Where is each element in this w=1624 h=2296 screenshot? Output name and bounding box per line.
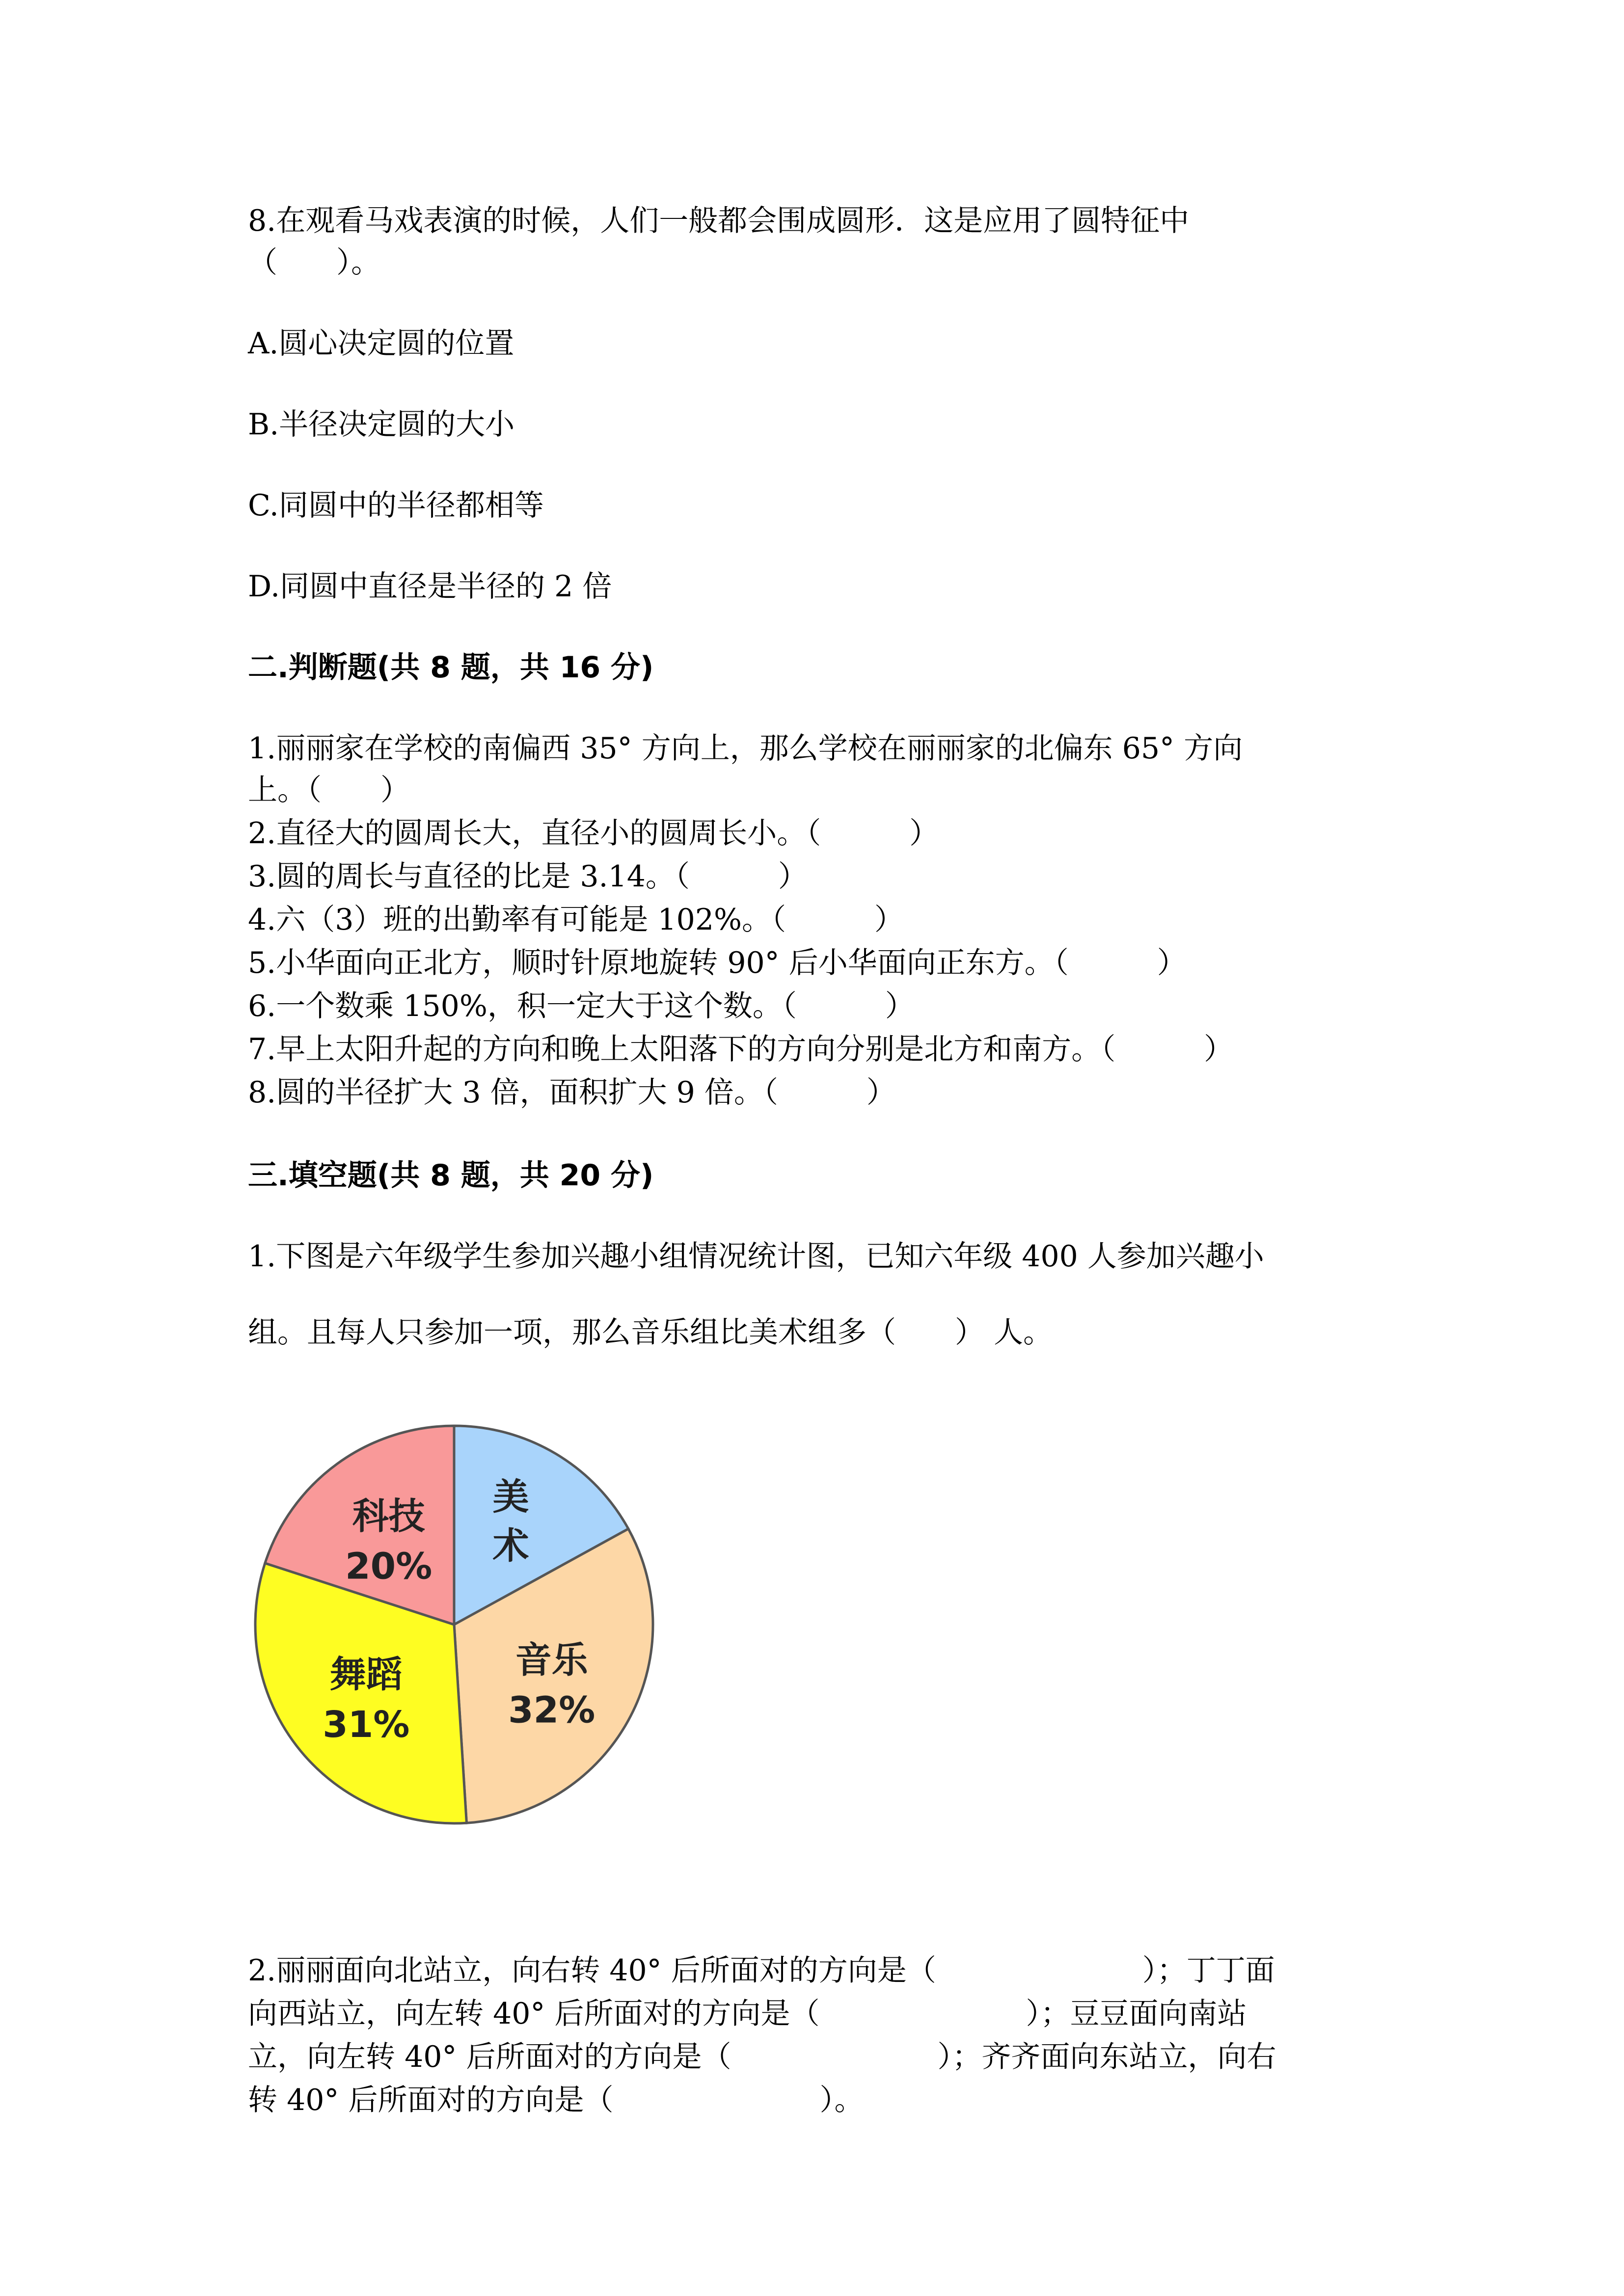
pie-slice-label: 美 xyxy=(492,1475,529,1518)
judge-item: 3.圆的周长与直径的比是 3.14。（ ） xyxy=(248,859,808,894)
pie-slice-label: 术 xyxy=(492,1524,529,1567)
section3-title: 三.填空题(共 8 题，共 20 分) xyxy=(248,1158,654,1193)
q8-option-b: B.半径决定圆的大小 xyxy=(248,407,515,442)
q8-option-c: C.同圆中的半径都相等 xyxy=(248,488,544,523)
judge-item: 7.早上太阳升起的方向和晚上太阳落下的方向分别是北方和南方。（ ） xyxy=(248,1032,1234,1067)
section2-title: 二.判断题(共 8 题，共 16 分) xyxy=(248,650,654,685)
q8-stem-line2: （ ）。 xyxy=(248,245,380,280)
pie-slice-label: 音乐 xyxy=(515,1639,588,1682)
q8-stem-line1: 8.在观看马戏表演的时候，人们一般都会围成圆形．这是应用了圆特征中 xyxy=(248,204,1190,238)
pie-slice-percent: 31% xyxy=(323,1704,410,1746)
fill-q2-line: 转 40° 后所面对的方向是（ ）。 xyxy=(248,2083,864,2117)
fill-q2-line: 立，向左转 40° 后所面对的方向是（ ）；齐齐面向东站立，向右 xyxy=(248,2040,1276,2074)
fill-q2-line: 向西站立，向左转 40° 后所面对的方向是（ ）；豆豆面向南站 xyxy=(248,1997,1247,2031)
pie-slice-label: 科技 xyxy=(352,1495,425,1538)
judge-item: 2.直径大的圆周长大，直径小的圆周长小。（ ） xyxy=(248,816,939,851)
judge-item: 6.一个数乘 150%，积一定大于这个数。（ ） xyxy=(248,989,915,1023)
pie-slice-percent: 20% xyxy=(345,1545,433,1588)
pie-slice-label: 舞蹈 xyxy=(329,1654,403,1696)
q8-option-a: A.圆心决定圆的位置 xyxy=(248,326,514,361)
fill-q1-line2: 组。且每人只参加一项，那么音乐组比美术组多（ ） 人。 xyxy=(248,1315,1053,1350)
interest-group-pie-chart xyxy=(248,1423,690,1865)
pie-slice-percent: 32% xyxy=(508,1689,595,1732)
fill-q2-line: 2.丽丽面向北站立，向右转 40° 后所面对的方向是（ ）；丁丁面 xyxy=(248,1953,1275,1988)
judge-item: 8.圆的半径扩大 3 倍，面积扩大 9 倍。（ ） xyxy=(248,1075,896,1110)
judge-item: 5.小华面向正北方，顺时针原地旋转 90° 后小华面向正东方。（ ） xyxy=(248,946,1187,980)
judge-item: 1.丽丽家在学校的南偏西 35° 方向上，那么学校在丽丽家的北偏东 65° 方向 xyxy=(248,731,1243,766)
q8-option-d: D.同圆中直径是半径的 2 倍 xyxy=(248,569,612,604)
judge-item: 上。（ ） xyxy=(248,773,410,807)
judge-item: 4.六（3）班的出勤率有可能是 102%。（ ） xyxy=(248,903,904,937)
fill-q1-line1: 1.下图是六年级学生参加兴趣小组情况统计图，已知六年级 400 人参加兴趣小 xyxy=(248,1239,1264,1274)
